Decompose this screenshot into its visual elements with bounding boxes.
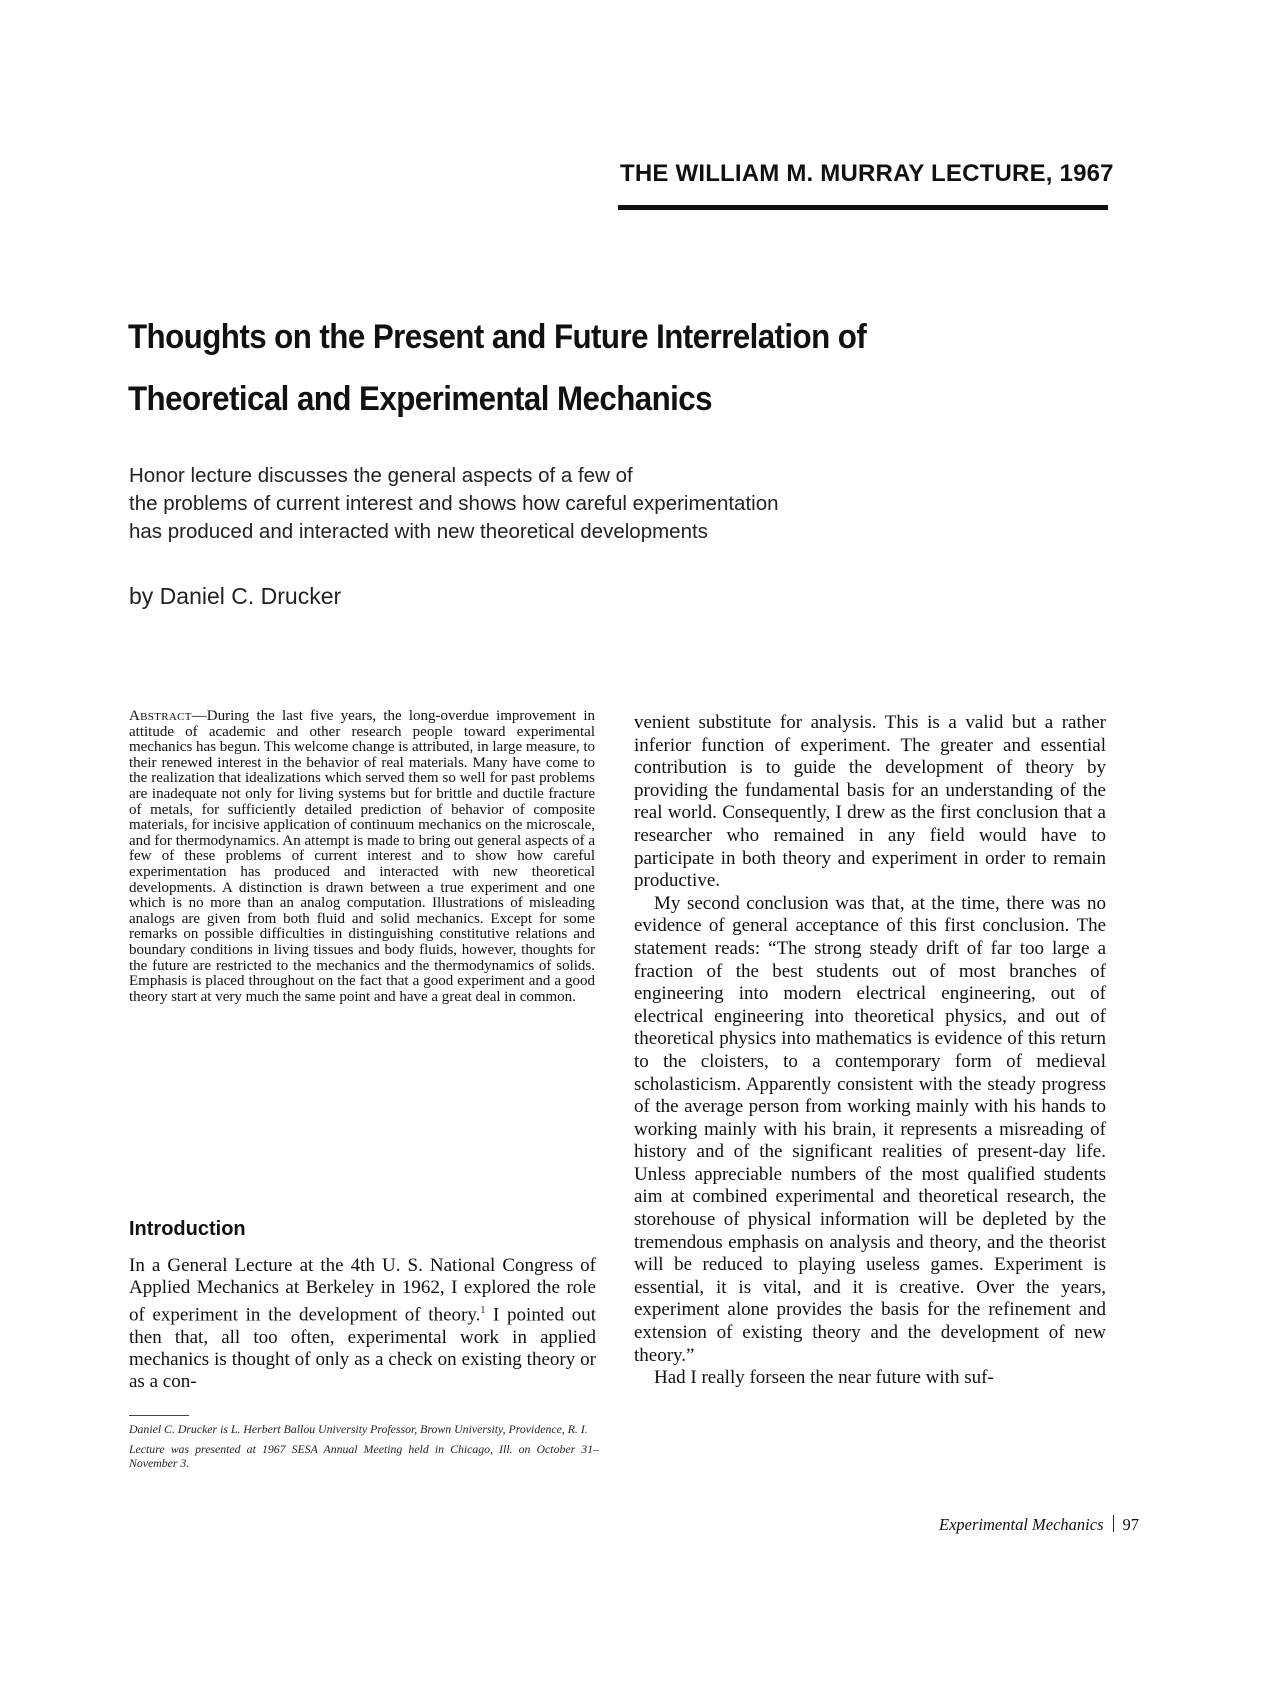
abstract-text: —During the last five years, the long-overdue improvement in attitude of academic and other research people toward experimental mechanics has begun. This welcome change is attributed, in large measure, to their renewed interest in the behavior of real materials. Many have come to the realization that idealizations which served them so well for past problems are inadequate not only for living systems but for brittle and ductile fracture of metals, for sufficiently detailed prediction of behavior of composite materials, for incisive application of continuum mechanics on the microscale, and for thermodynamics. An attempt is made to bring out general aspects of a few of these problems of current interest and to show how careful experimentation has produced and interacted with new theoretical developments. A distinction is drawn between a true experiment and one which is no more than an analog computation. Illustrations of misleading analogs are given from both fluid and solid mechanics. Except for some remarks on possible difficulties in distinguishing constitutive relations and boundary conditions in living tissues and body fluids, however, thoughts for the future are restricted to the mechanics and the thermodynamics of solids. Emphasis is placed throughout on the fact that a good experiment and a good theory start at very much the same point and have a great deal in common. (129, 708, 595, 1005)
right-column (634, 712, 1106, 1390)
subtitle-line-2: the problems of current interest and shows how careful experimentation (129, 492, 779, 515)
intro-text-part-1: In a General Lecture at the 4th U. S. National Congress of Applied Mechanics at Berkeley in 1962, I explored the role of experiment in the development of theory. (129, 1255, 596, 1326)
title-line-2: Theoretical and Experimental Mechanics (128, 380, 712, 418)
page-footer (860, 1515, 1139, 1535)
introduction-heading: Introduction (129, 1218, 246, 1240)
article-subtitle (129, 462, 1029, 546)
right-paragraph-3: Had I really forseen the near future with suf- (654, 1367, 994, 1389)
subtitle-line-1: Honor lecture discusses the general aspects of a few of (129, 464, 633, 487)
introduction-text (129, 1255, 596, 1394)
right-paragraph-1: venient substitute for analysis. This is a valid but a rather inferior function of experiment. The greater and essential contribution is to guide the development of theory by providing the fundamental basis for an understanding of the real world. Consequently, I drew as the first conclusion that a researcher who remained in any field would have to participate in both theory and experiment in order to remain productive. (634, 712, 1106, 892)
lecture-footnote: Lecture was presented at 1967 SESA Annual Meeting held in Chicago, Ill. on October 31–November 3. (129, 1442, 599, 1470)
page-number: 97 (1122, 1515, 1139, 1534)
footer-separator (1113, 1515, 1114, 1532)
author-byline: by Daniel C. Drucker (129, 583, 342, 609)
reference-marker: 1 (480, 1304, 486, 1316)
author-footnote: Daniel C. Drucker is L. Herbert Ballou University Professor, Brown University, Providence, R. I. (129, 1422, 588, 1436)
subtitle-line-3: has produced and interacted with new theoretical developments (129, 520, 708, 543)
abstract-block (129, 709, 595, 1005)
footnote-rule (129, 1415, 189, 1416)
header-rule (618, 205, 1108, 210)
right-paragraph-2: My second conclusion was that, at the time, there was no evidence of general acceptance of this first conclusion. The statement reads: “The strong steady drift of far too large a fraction of the best students out of most branches of engineering into modern electrical engineering, out of electrical engineering into theoretical physics, and out of theoretical physics into mathematics is evidence of this return to the cloisters, to a contemporary form of medieval scholasticism. Apparently consistent with the steady progress of the average person from working mainly with his hands to working mainly with his brain, it represents a misreading of history and of the significant realities of present-day life. Unless appreciable numbers of the most qualified students aim at combined experimental and theoretical research, the storehouse of physical information will be depleted by the tremendous emphasis on analysis and theory, and the theorist will be reduced to playing useless games. Experiment is essential, it is vital, and it is creative. Over the years, experiment alone provides the basis for the refinement and extension of existing theory and the development of new theory.” (634, 892, 1106, 1366)
article-title (128, 306, 956, 430)
title-line-1: Thoughts on the Present and Future Interrelation of (128, 318, 867, 356)
series-header: THE WILLIAM M. MURRAY LECTURE, 1967 (620, 160, 1114, 187)
intro-text-part-2: I pointed out then that, all too often, experimental work in applied mechanics is thought of only as a check on existing theory or as a con- (129, 1304, 596, 1393)
abstract-label: Abstract (129, 708, 192, 724)
footnotes (129, 1422, 599, 1476)
journal-name: Experimental Mechanics (939, 1515, 1104, 1534)
